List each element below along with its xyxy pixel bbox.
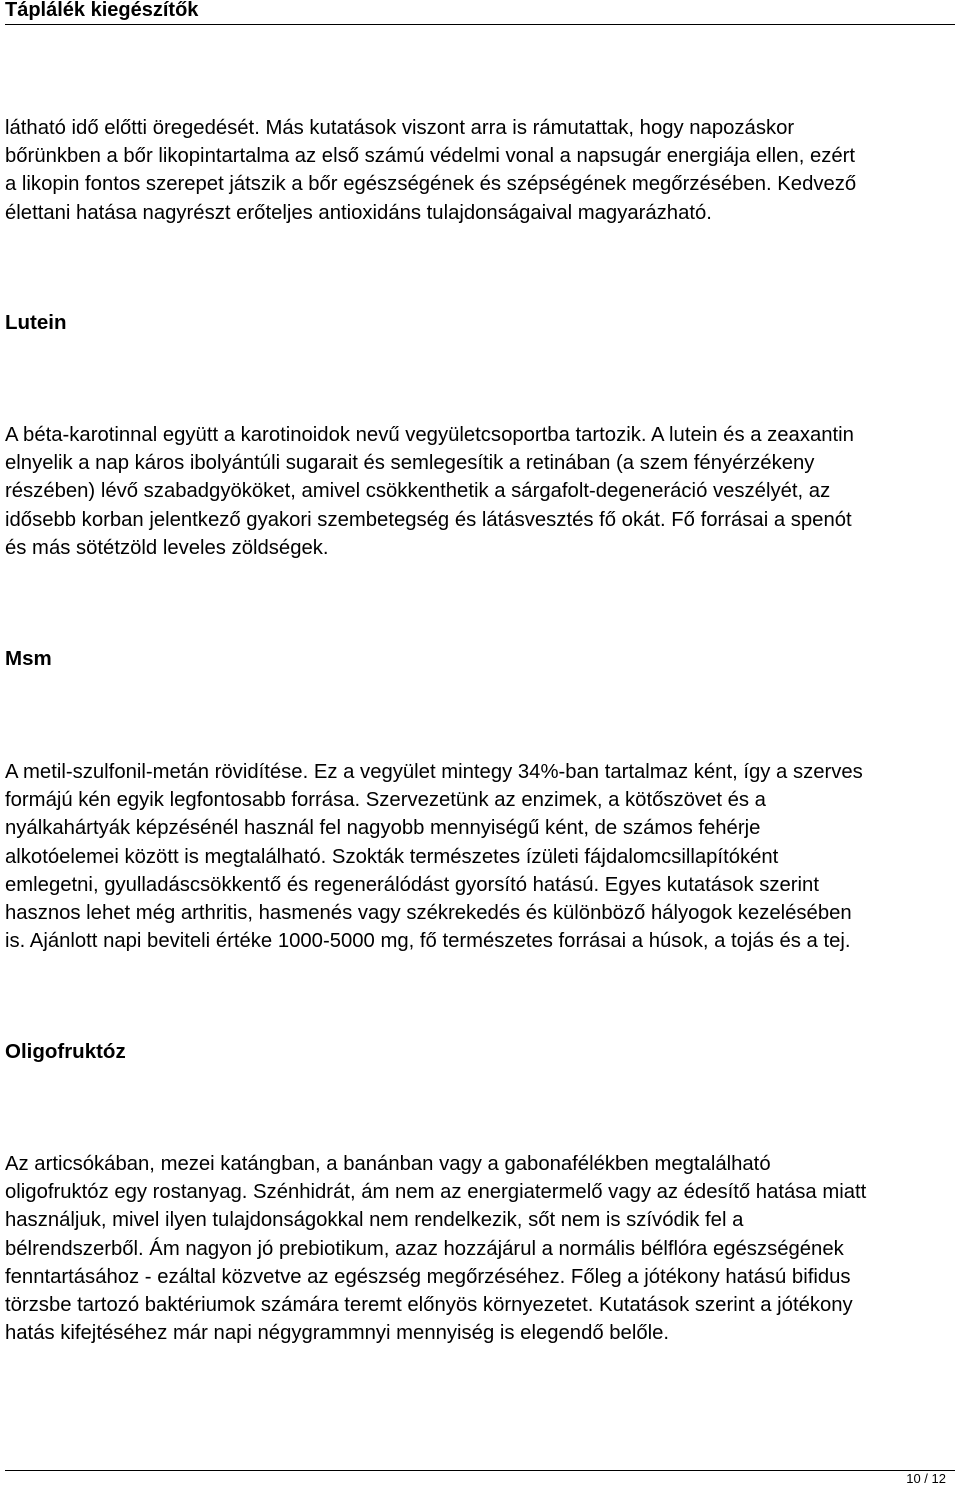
text-line: Az articsókában, mezei katángban, a banánban vagy a gabonafélékben megtalálható xyxy=(5,1153,771,1175)
text-line: hatás kifejtéséhez már napi négygrammnyi mennyiség is elegendő belőle. xyxy=(5,1322,670,1345)
text-line: hasznos lehet még arthritis, hasmenés vagy székrekedés és különböző hályogok kezelésében xyxy=(5,902,852,925)
paragraph-oligofruktoz xyxy=(5,1150,957,1347)
footer-divider xyxy=(5,1470,955,1471)
text-line: a likopin fontos szerepet játszik a bőr egészségének és szépségének megőrzésében. Kedvező xyxy=(5,173,857,196)
header-divider xyxy=(5,24,955,25)
text-line: elnyelik a nap káros ibolyántúli sugarait és semlegesítik a retinában (a szem fényérzékeny xyxy=(5,452,815,475)
text-line: alkotóelemei között is megtalálható. Szokták természetes ízületi fájdalomcsillapítóként xyxy=(5,845,779,868)
text-line: oligofruktóz egy rostanyag. Szénhidrát, ám nem az energiatermelő vagy az édesítő hatása miatt xyxy=(5,1181,867,1204)
text-line: látható idő előtti öregedését. Más kutatások viszont arra is rámutattak, hogy napozáskor xyxy=(5,117,795,139)
text-line: nyálkahártyák képzésénél használ fel nagyobb mennyiségű ként, de számos fehérje xyxy=(5,817,761,840)
text-line: élettani hatása nagyrészt erőteljes antioxidáns tulajdonságaival magyarázható. xyxy=(5,201,712,224)
text-line: fenntartásához - ezáltal közvetve az egészség megőrzéséhez. Főleg a jótékony hatású bifidus xyxy=(5,1265,851,1288)
text-line: részében) lévő szabadgyököket, amivel csökkenthetik a sárgafolt-degeneráció veszélyét, az xyxy=(5,480,831,503)
text-line: idősebb korban jelentkező gyakori szembetegség és látásvesztés fő okát. Fő forrásai a spenót xyxy=(5,508,852,531)
section-heading-oligofruktoz: Oligofruktóz xyxy=(5,1040,126,1063)
text-line: és más sötétzöld leveles zöldségek. xyxy=(5,536,329,559)
text-line: A metil-szulfonil-metán rövidítése. Ez a vegyület mintegy 34%-ban tartalmaz ként, így a szerves xyxy=(5,761,863,783)
paragraph-lutein xyxy=(5,421,957,562)
text-line: A béta-karotinnal együtt a karotinoidok nevű vegyületcsoportba tartozik. A lutein és a zeaxantin xyxy=(5,424,854,446)
document-header-title: Táplálék kiegészítők xyxy=(5,0,199,21)
text-line: formájú kén egyik legfontosabb forrása. Szervezetünk az enzimek, a kötőszövet és a xyxy=(5,789,766,812)
text-line: használjuk, mivel ilyen tulajdonságokkal nem rendelkezik, sőt nem is szívódik fel a xyxy=(5,1209,744,1232)
text-line: bőrünkben a bőr likopintartalma az első számú védelmi vonal a napsugár energiája ellen, ezért xyxy=(5,145,856,168)
page-number: 10 / 12 xyxy=(906,1471,946,1486)
paragraph-msm xyxy=(5,758,957,955)
text-line: törzsbe tartozó baktériumok számára teremt előnyös környezetet. Kutatások szerint a jótékony xyxy=(5,1294,853,1317)
section-heading-msm: Msm xyxy=(5,647,52,670)
section-heading-lutein: Lutein xyxy=(5,311,67,334)
paragraph-likopin xyxy=(5,114,957,227)
text-line: bélrendszerből. Ám nagyon jó prebiotikum, azaz hozzájárul a normális bélflóra egészségének xyxy=(5,1237,844,1260)
text-line: is. Ajánlott napi beviteli értéke 1000-5000 mg, fő természetes forrásai a húsok, a tojás és a tej. xyxy=(5,930,851,953)
text-line: emlegetni, gyulladáscsökkentő és regenerálódást gyorsító hatású. Egyes kutatások szerint xyxy=(5,873,819,896)
